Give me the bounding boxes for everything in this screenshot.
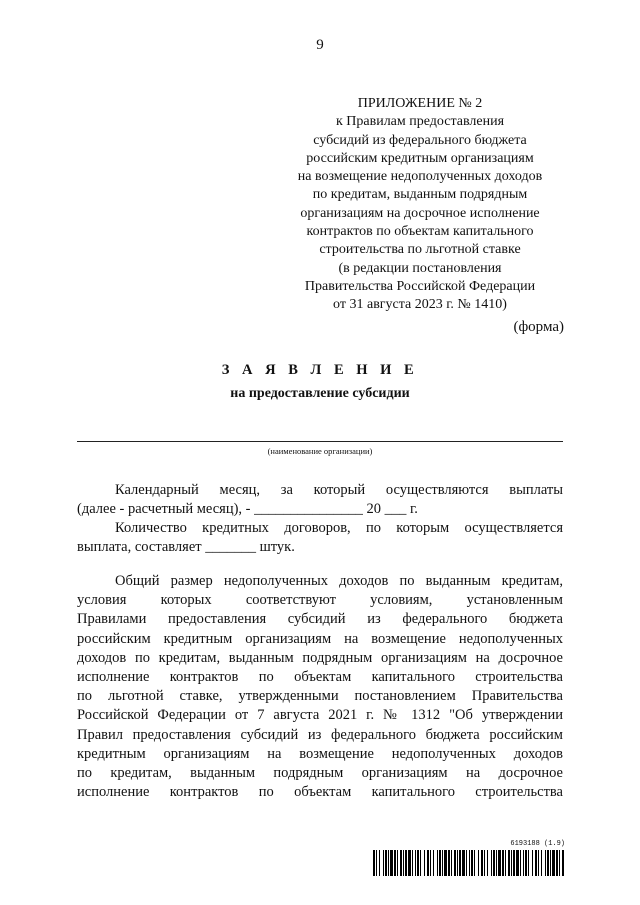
paragraph-contract-count: [77, 519, 563, 557]
text-line: выплата, составляет _______ штук.: [77, 539, 295, 556]
document-title: З А Я В Л Е Н И Е: [221, 362, 419, 378]
text-line: Общий размер недополученных доходов по выданным кредитам,: [115, 573, 563, 589]
appendix-line: субсидий из федерального бюджета: [313, 132, 527, 148]
appendix-line: от 31 августа 2023 г. № 1410): [333, 297, 507, 313]
text-line: Календарный месяц, за который осуществляются выплаты: [115, 482, 563, 498]
appendix-line: контрактов по объектам капитального: [306, 224, 534, 240]
paragraph-calendar-month: [77, 481, 563, 519]
text-line: по кредитам, выданным подрядным организациям на досрочное: [77, 764, 563, 781]
appendix-line: на возмещение недополученных доходов: [297, 169, 543, 185]
appendix-line: по кредитам, выданным подрядным: [312, 187, 528, 203]
text-line: исполнение контрактов по объектам капитального строительства: [77, 668, 563, 685]
appendix-header: [270, 95, 570, 315]
appendix-line: к Правилам предоставления: [335, 114, 505, 130]
text-line: условия которых соответствуют условиям, установленным: [77, 592, 563, 609]
appendix-line: (в редакции постановления: [338, 260, 502, 276]
text-line: кредитным организациям на возмещение недополученных доходов: [77, 745, 563, 762]
text-line: Российской Федерации от 7 августа 2021 г. № 1312 "Об утверждении: [77, 707, 563, 724]
appendix-line: Правительства Российской Федерации: [304, 278, 536, 294]
appendix-line: организациям на досрочное исполнение: [300, 205, 540, 221]
page-number: 9: [316, 37, 324, 53]
barcode-icon: [373, 850, 565, 876]
text-line: (далее - расчетный месяц), - _______________ 20 ___ г.: [77, 501, 418, 518]
text-line: Правилами предоставления субсидий из федерального бюджета: [77, 611, 563, 628]
paragraph-total-amount: [77, 572, 563, 802]
text-line: доходов по кредитам, выданным подрядным организациям на досрочное: [77, 649, 563, 666]
form-label: (форма): [513, 319, 564, 335]
text-line: Правил предоставления субсидий из федерального бюджета российским: [77, 726, 563, 743]
appendix-line: ПРИЛОЖЕНИЕ № 2: [357, 96, 483, 111]
appendix-line: строительства по льготной ставке: [319, 242, 521, 258]
text-line: российским кредитным организациям на возмещение недополученных: [77, 630, 563, 647]
organization-name-line: [77, 441, 563, 442]
text-line: по льготной ставке, утвержденными постановлением Правительства: [77, 688, 563, 705]
organization-name-caption: (наименование организации): [267, 446, 373, 456]
text-line: Количество кредитных договоров, по которым осуществляется: [115, 520, 563, 536]
appendix-line: российским кредитным организациям: [306, 150, 534, 166]
barcode-block: [373, 840, 565, 876]
barcode-number: 6193188 (1.9): [510, 840, 565, 848]
text-line: исполнение контрактов по объектам капитального строительства: [77, 784, 563, 801]
document-subtitle: на предоставление субсидии: [230, 386, 410, 401]
